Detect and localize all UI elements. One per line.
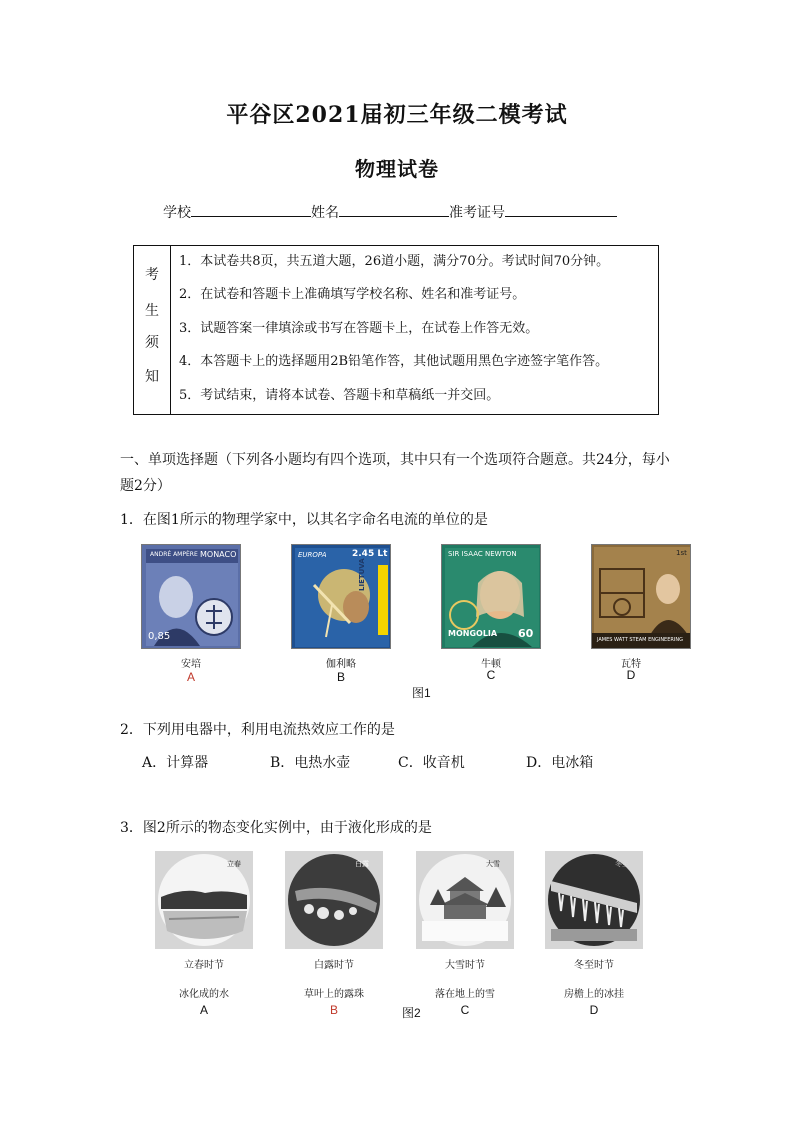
stamp-value: 60: [518, 627, 534, 640]
option-letter: B: [329, 1003, 338, 1017]
watt-engine-icon: [592, 545, 691, 649]
stamp-country: MONGOLIA: [448, 629, 498, 638]
photo-desc-caption: 草叶上的露珠: [304, 989, 364, 1000]
option-letter: C: [486, 668, 496, 682]
photo-daxue: [416, 851, 514, 949]
question-3: 3．图2所示的物态变化实例中，由于液化形成的是: [120, 820, 432, 836]
question-1: 1．在图1所示的物理学家中，以其名字命名电流的单位的是: [120, 512, 488, 528]
notice-heading: [134, 246, 171, 414]
photo-season-caption: 白露时节: [314, 960, 354, 971]
school-label: 学校: [163, 205, 191, 221]
photo-desc-caption: 房檐上的冰挂: [564, 989, 624, 1000]
stamp-caption-name: 瓦特: [621, 659, 641, 670]
option-letter: B: [336, 670, 345, 684]
figure-1-caption: 图1: [412, 686, 431, 700]
stamp-watt-image: [591, 544, 691, 649]
stamp-caption-name: 安培: [181, 659, 201, 670]
photo-bailu: [285, 851, 383, 949]
stamp-value: 1st: [676, 549, 687, 557]
stamp-caption-name: 伽利略: [326, 659, 356, 670]
id-label: 准考证号: [449, 205, 505, 221]
stamp-galileo-image: [291, 544, 391, 649]
photo-season-caption: 大雪时节: [445, 960, 485, 971]
photo-corner-label: 冬至: [615, 860, 629, 868]
student-info-line: [163, 202, 617, 222]
section-heading: 一、单项选择题（下列各小题均有四个选项，其中只有一个选项符合题意。共24分，每小: [120, 452, 670, 468]
stamp-top-text: EUROPA: [298, 551, 327, 559]
section-heading-cont: 题2分）: [120, 478, 171, 494]
school-field[interactable]: [191, 202, 311, 217]
notice-rule: 4．本答题卡上的选择题用2B铅笔作答，其他试题用黑色字迹签字笔作答。: [179, 354, 609, 369]
stamp-value: 2.45 Lt: [352, 549, 388, 559]
photo-corner-label: 立春: [227, 860, 241, 868]
photo-corner-label: 白露: [355, 860, 369, 868]
photo-desc-caption: 冰化成的水: [179, 989, 229, 1000]
id-field[interactable]: [505, 202, 617, 217]
exam-notice-box: [133, 245, 659, 415]
photo-corner-label: 大雪: [486, 860, 500, 868]
stamp-ampere-image: [141, 544, 241, 649]
stamp-country: MONACO: [200, 550, 237, 559]
stamp-country: LIETUVA: [358, 558, 366, 591]
photo-lichun: [155, 851, 253, 949]
notice-rule: 2．在试卷和答题卡上准确填写学校名称、姓名和准考证号。: [179, 287, 526, 302]
q2-option-b: B．电热水壶: [270, 755, 351, 771]
question-2: 2．下列用电器中，利用电流热效应工作的是: [120, 722, 395, 738]
photo-season-caption: 冬至时节: [574, 960, 614, 971]
notice-rule: 3．试题答案一律填涂或书写在答题卡上，在试卷上作答无效。: [179, 321, 539, 336]
stamp-top-text: SIR ISAAC NEWTON: [448, 550, 517, 558]
stamp-newton-image: [441, 544, 541, 649]
option-letter: C: [460, 1003, 470, 1017]
option-letter: D: [626, 668, 636, 682]
q2-option-a: A．计算器: [142, 755, 209, 771]
q2-option-d: D．电冰箱: [526, 755, 594, 771]
notice-heading-char: 生: [145, 303, 159, 319]
name-field[interactable]: [339, 202, 449, 217]
notice-heading-char: 须: [145, 335, 159, 351]
galileo-telescope-icon: [292, 545, 391, 649]
photo-dongzhi: [545, 851, 643, 949]
notice-heading-char: 考: [145, 267, 159, 283]
option-letter: A: [199, 1003, 208, 1017]
stamp-country: JAMES WATT STEAM ENGINEERING: [597, 637, 683, 643]
photo-desc-caption: 落在地上的雪: [435, 989, 495, 1000]
stamp-value: 0,85: [148, 631, 171, 642]
photo-season-caption: 立春时节: [184, 960, 224, 971]
notice-rule: 1．本试卷共8页，共五道大题，26道小题，满分70分。考试时间70分钟。: [179, 254, 610, 269]
option-letter: A: [186, 670, 195, 684]
notice-rule: 5．考试结束，请将本试卷、答题卡和草稿纸一并交回。: [179, 388, 500, 403]
figure-2-caption: 图2: [402, 1006, 421, 1020]
q2-option-c: C．收音机: [398, 755, 465, 771]
option-letter: D: [589, 1003, 599, 1017]
page-title: 平谷区2021届初三年级二模考试: [226, 102, 568, 128]
name-label: 姓名: [311, 205, 339, 221]
stamp-top-text: ANDRÉ AMPÈRE: [150, 551, 198, 558]
subject-title: 物理试卷: [355, 157, 439, 181]
stamp-caption-name: 牛顿: [481, 659, 501, 670]
notice-heading-char: 知: [145, 369, 159, 385]
